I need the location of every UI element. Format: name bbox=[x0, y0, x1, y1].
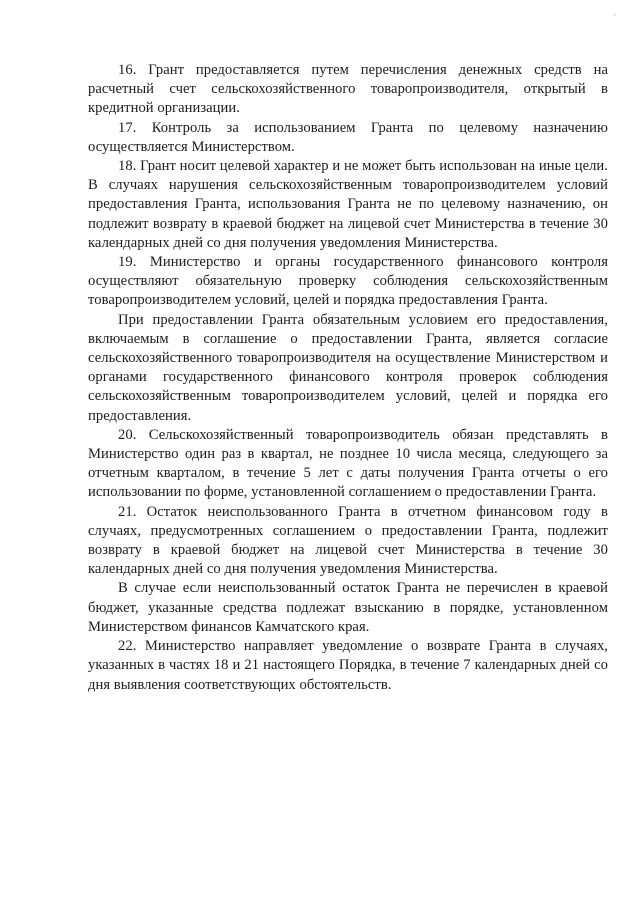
corner-mark: ‘ bbox=[613, 12, 616, 21]
paragraph-21-recovery: В случае если неиспользованный остаток Гранта не перечислен в краевой бюджет, указанные средства подлежат взысканию в порядке, установленном Министерством финансов Камчатского края. bbox=[88, 580, 608, 635]
paragraph-19-consent: При предоставлении Гранта обязательным условием его предоставления, включаемым в соглашение о предоставлении Гранта, является согласие сельскохозяйственного товаропроизводителя на осуществление Министерством и органами государственного финансового контроля проверок соблюдения сельскохозяйственным товаропроизводителем условий, целей и порядка его предоставления. bbox=[88, 311, 608, 424]
paragraph-16: 16. Грант предоставляется путем перечисления денежных средств на расчетный счет сельскохозяйственного товаропроизводителя, открытый в кредитной организации. bbox=[88, 62, 608, 117]
paragraph-20: 20. Сельскохозяйственный товаропроизводитель обязан представлять в Министерство один раз в квартал, не позднее 10 числа месяца, следующего за отчетным кварталом, в течение 5 лет с даты получения Гранта отчеты о его использовании по форме, установленной соглашением о предоставлении Гранта. bbox=[88, 426, 608, 501]
paragraph-17: 17. Контроль за использованием Гранта по целевому назначению осуществляется Министерством. bbox=[88, 119, 608, 155]
paragraph-22: 22. Министерство направляет уведомление о возврате Гранта в случаях, указанных в частях 18 и 21 настоящего Порядка, в течение 7 календарных дней со дня выявления соответствующих обстоятельств. bbox=[88, 638, 608, 693]
paragraph-19: 19. Министерство и органы государственного финансового контроля осуществляют обязательную проверку соблюдения сельскохозяйственным товаропроизводителем условий, целей и порядка предоставления Гранта. bbox=[88, 254, 608, 309]
paragraph-18: 18. Грант носит целевой характер и не может быть использован на иные цели. В случаях нарушения сельскохозяйственным товаропроизводителем условий предоставления Гранта, использования Гранта не по целевому назначению, он подлежит возврату в краевой бюджет на лицевой счет Министерства в течение 30 календарных дней со дня получения уведомления Министерства. bbox=[88, 158, 608, 251]
document-body bbox=[88, 61, 608, 695]
paragraph-21: 21. Остаток неиспользованного Гранта в отчетном финансовом году в случаях, предусмотренных соглашением о предоставлении Гранта, подлежит возврату в краевой бюджет на лицевой счет Министерства в течение 30 календарных дней со дня получения уведомления Министерства. bbox=[88, 503, 608, 578]
